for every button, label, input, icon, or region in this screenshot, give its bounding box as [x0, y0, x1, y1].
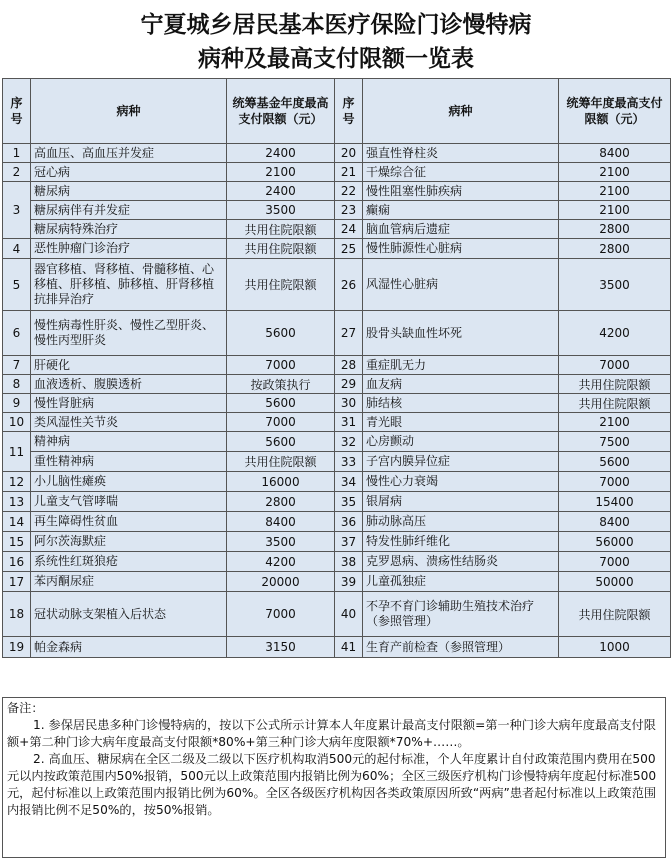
table-row	[3, 492, 671, 512]
table-row	[3, 532, 671, 552]
limit-amount: 15400	[559, 492, 671, 512]
limit-amount: 共用住院限额	[227, 452, 335, 472]
disease-name: 高血压、高血压并发症	[31, 144, 227, 163]
row-number: 38	[335, 552, 363, 572]
disease-name: 精神病	[31, 432, 227, 452]
header-disease: 病种	[363, 79, 559, 144]
disease-name: 风湿性心脏病	[363, 259, 559, 311]
header-limit: 统筹基金年度最高支付限额（元）	[227, 79, 335, 144]
disease-name: 儿童支气管哮喘	[31, 492, 227, 512]
row-number: 13	[3, 492, 31, 512]
row-number: 23	[335, 201, 363, 220]
note-1: 1. 参保居民患多种门诊慢特病的，按以下公式所示计算本人年度累计最高支付限额=第一种门诊大病年度最高支付限额+第二种门诊大病年度最高支付限额*80%+第三种门诊大病年度限额*70%+……。	[7, 718, 656, 749]
table-row	[3, 259, 671, 311]
disease-name: 慢性肾脏病	[31, 394, 227, 413]
row-number: 5	[3, 259, 31, 311]
disease-name: 血液透析、腹膜透析	[31, 375, 227, 394]
disease-name: 儿童孤独症	[363, 572, 559, 592]
disease-name: 慢性心力衰竭	[363, 472, 559, 492]
disease-name: 糖尿病特殊治疗	[31, 220, 227, 239]
table-row	[3, 163, 671, 182]
table-row	[3, 637, 671, 658]
limit-amount: 2100	[559, 201, 671, 220]
disease-name: 肺动脉高压	[363, 512, 559, 532]
row-number: 15	[3, 532, 31, 552]
disease-name: 慢性阻塞性肺疾病	[363, 182, 559, 201]
disease-name: 冠状动脉支架植入后状态	[31, 592, 227, 637]
row-number: 19	[3, 637, 31, 658]
limit-amount: 1000	[559, 637, 671, 658]
row-number: 32	[335, 432, 363, 452]
limit-amount: 2400	[227, 182, 335, 201]
limit-amount: 共用住院限额	[559, 592, 671, 637]
disease-name: 肝硬化	[31, 356, 227, 375]
disease-name: 子宫内膜异位症	[363, 452, 559, 472]
disease-name: 慢性病毒性肝炎、慢性乙型肝炎、慢性丙型肝炎	[31, 311, 227, 356]
row-number: 35	[335, 492, 363, 512]
header-seq: 序号	[3, 79, 31, 144]
disease-name: 系统性红斑狼疮	[31, 552, 227, 572]
table-row	[3, 220, 671, 239]
disease-name: 特发性肺纤维化	[363, 532, 559, 552]
limit-amount: 56000	[559, 532, 671, 552]
row-number: 18	[3, 592, 31, 637]
disease-name: 恶性肿瘤门诊治疗	[31, 239, 227, 259]
row-number: 26	[335, 259, 363, 311]
disease-name: 心房颤动	[363, 432, 559, 452]
table-row	[3, 452, 671, 472]
disease-name: 强直性脊柱炎	[363, 144, 559, 163]
limit-amount: 7000	[227, 356, 335, 375]
disease-name: 重症肌无力	[363, 356, 559, 375]
disease-name: 小儿脑性瘫痪	[31, 472, 227, 492]
row-number: 6	[3, 311, 31, 356]
table-row	[3, 552, 671, 572]
limit-amount: 4200	[227, 552, 335, 572]
row-number: 21	[335, 163, 363, 182]
table-row	[3, 201, 671, 220]
disease-name: 阿尔茨海默症	[31, 532, 227, 552]
limit-amount: 共用住院限额	[227, 239, 335, 259]
page-subtitle: 病种及最高支付限额一览表	[198, 45, 474, 72]
table-row	[3, 472, 671, 492]
row-number: 1	[3, 144, 31, 163]
limit-amount: 4200	[559, 311, 671, 356]
row-number: 14	[3, 512, 31, 532]
table-row	[3, 239, 671, 259]
limit-amount: 共用住院限额	[559, 375, 671, 394]
limit-amount: 3150	[227, 637, 335, 658]
disease-name: 克罗恩病、溃疡性结肠炎	[363, 552, 559, 572]
disease-name: 器官移植、肾移植、骨髓移植、心移植、肝移植、肺移植、肝肾移植抗排异治疗	[31, 259, 227, 311]
limit-amount: 2100	[559, 413, 671, 432]
note-2: 2. 高血压、糖尿病在全区二级及二级以下医疗机构取消500元的起付标准，个人年度累计自付政策范围内费用在500元以内按政策范围内50%报销，500元以上政策范围内报销比例为60%；全区三级医疗机构门诊慢特病年度起付标准500元，起付标准以上政策范围内报销比例为60%。全区各级医疗机构因各类政策原因所致“两病”患者起付标准以上政策范围内报销比例不足50%的，按50%报销。	[7, 752, 657, 817]
limit-amount: 7000	[559, 472, 671, 492]
row-number: 39	[335, 572, 363, 592]
page-title: 宁夏城乡居民基本医疗保险门诊慢特病	[140, 11, 532, 38]
header-disease: 病种	[31, 79, 227, 144]
disease-name: 苯丙酮尿症	[31, 572, 227, 592]
row-number: 37	[335, 532, 363, 552]
disease-name: 不孕不育门诊辅助生殖技术治疗（参照管理）	[363, 592, 559, 637]
header-limit: 统筹年度最高支付限额（元）	[559, 79, 671, 144]
limit-amount: 7000	[227, 413, 335, 432]
row-number: 36	[335, 512, 363, 532]
limit-amount: 7500	[559, 432, 671, 452]
limit-amount: 20000	[227, 572, 335, 592]
disease-name: 癫痫	[363, 201, 559, 220]
table-row	[3, 572, 671, 592]
disease-name: 帕金森病	[31, 637, 227, 658]
limit-amount: 5600	[227, 394, 335, 413]
disease-name: 血友病	[363, 375, 559, 394]
limit-amount: 8400	[559, 512, 671, 532]
row-number: 29	[335, 375, 363, 394]
limit-amount: 7000	[559, 552, 671, 572]
disease-name: 股骨头缺血性坏死	[363, 311, 559, 356]
row-number: 12	[3, 472, 31, 492]
disease-name: 再生障碍性贫血	[31, 512, 227, 532]
limit-amount: 共用住院限额	[227, 259, 335, 311]
limit-amount: 16000	[227, 472, 335, 492]
limit-amount: 8400	[559, 144, 671, 163]
row-number: 31	[335, 413, 363, 432]
row-number: 28	[335, 356, 363, 375]
row-number: 8	[3, 375, 31, 394]
table-row	[3, 512, 671, 532]
limit-amount: 3500	[227, 201, 335, 220]
limit-amount: 5600	[227, 432, 335, 452]
notes-label: 备注：	[7, 701, 44, 715]
row-number: 20	[335, 144, 363, 163]
limit-amount: 8400	[227, 512, 335, 532]
table-row	[3, 394, 671, 413]
limit-amount: 5600	[559, 452, 671, 472]
limit-amount: 7000	[559, 356, 671, 375]
limit-amount: 共用住院限额	[227, 220, 335, 239]
disease-name: 银屑病	[363, 492, 559, 512]
limit-amount: 2100	[559, 182, 671, 201]
table-row	[3, 356, 671, 375]
notes-box	[2, 697, 666, 858]
limit-amount: 3500	[559, 259, 671, 311]
limit-amount: 50000	[559, 572, 671, 592]
limit-amount: 2800	[227, 492, 335, 512]
limit-amount: 按政策执行	[227, 375, 335, 394]
row-number: 33	[335, 452, 363, 472]
disease-name: 脑血管病后遗症	[363, 220, 559, 239]
row-number: 16	[3, 552, 31, 572]
disease-name: 重性精神病	[31, 452, 227, 472]
disease-name: 肺结核	[363, 394, 559, 413]
row-number: 4	[3, 239, 31, 259]
limit-amount: 2800	[559, 239, 671, 259]
limit-amount: 共用住院限额	[559, 394, 671, 413]
row-number: 41	[335, 637, 363, 658]
row-number: 25	[335, 239, 363, 259]
table-row	[3, 311, 671, 356]
disease-name: 青光眼	[363, 413, 559, 432]
limit-amount: 7000	[227, 592, 335, 637]
table-row	[3, 375, 671, 394]
disease-name: 冠心病	[31, 163, 227, 182]
limit-amount: 3500	[227, 532, 335, 552]
row-number: 3	[3, 182, 31, 239]
row-number: 34	[335, 472, 363, 492]
limit-amount: 2400	[227, 144, 335, 163]
disease-name: 慢性肺源性心脏病	[363, 239, 559, 259]
row-number: 7	[3, 356, 31, 375]
disease-name: 糖尿病	[31, 182, 227, 201]
row-number: 10	[3, 413, 31, 432]
limit-amount: 5600	[227, 311, 335, 356]
table-row	[3, 413, 671, 432]
row-number: 9	[3, 394, 31, 413]
row-number: 24	[335, 220, 363, 239]
row-number: 2	[3, 163, 31, 182]
row-number: 40	[335, 592, 363, 637]
table-row	[3, 144, 671, 163]
row-number: 17	[3, 572, 31, 592]
table-row	[3, 182, 671, 201]
disease-name: 类风湿性关节炎	[31, 413, 227, 432]
row-number: 27	[335, 311, 363, 356]
limit-amount: 2100	[559, 163, 671, 182]
disease-name: 糖尿病伴有并发症	[31, 201, 227, 220]
table-row	[3, 592, 671, 637]
row-number: 22	[335, 182, 363, 201]
disease-table	[2, 78, 671, 658]
disease-name: 干燥综合征	[363, 163, 559, 182]
table-row	[3, 432, 671, 452]
limit-amount: 2800	[559, 220, 671, 239]
limit-amount: 2100	[227, 163, 335, 182]
row-number: 30	[335, 394, 363, 413]
row-number: 11	[3, 432, 31, 472]
header-seq: 序号	[335, 79, 363, 144]
disease-name: 生育产前检查（参照管理）	[363, 637, 559, 658]
table-header-row	[3, 79, 671, 144]
